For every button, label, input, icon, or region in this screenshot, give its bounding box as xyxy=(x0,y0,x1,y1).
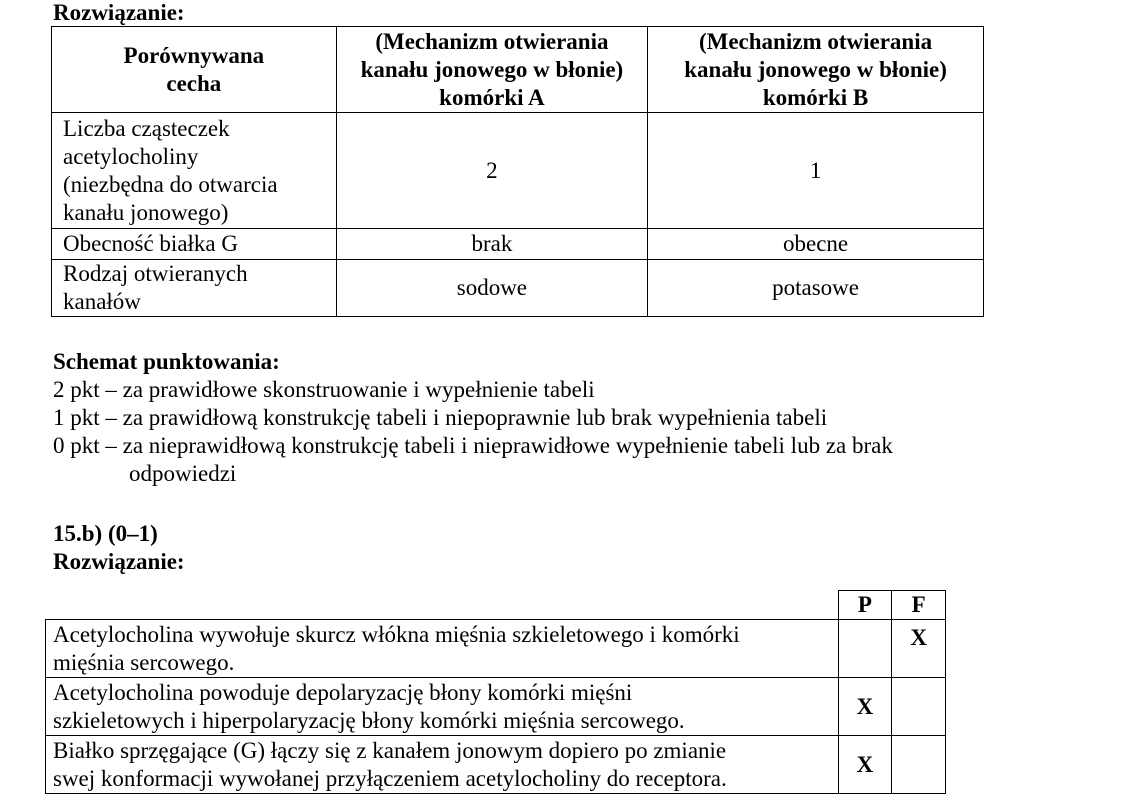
table-row xyxy=(52,229,984,260)
row-feature: Rodzaj otwieranych kanałów xyxy=(52,260,337,317)
mark-f xyxy=(892,678,946,736)
statement: Białko sprzęgające (G) łączy się z kanałem jonowym dopiero po zmianie swej konformacji wywołanej przyłączeniem acetylocholiny do receptora. xyxy=(46,736,839,794)
row-value-b: obecne xyxy=(648,229,984,260)
table-header-row xyxy=(52,27,984,113)
table-row xyxy=(46,678,946,736)
true-false-table xyxy=(45,590,946,794)
mark-p xyxy=(838,620,892,678)
row-feature: Liczba cząsteczek acetylocholiny (niezbędna do otwarcia kanału jonowego) xyxy=(52,113,337,229)
statement: Acetylocholina powoduje depolaryzację błony komórki mięśni szkieletowych i hiperpolaryzację błony komórki mięśnia sercowego. xyxy=(46,678,839,736)
table-row xyxy=(46,736,946,794)
row-feature: Obecność białka G xyxy=(52,229,337,260)
row-value-a: sodowe xyxy=(336,260,647,317)
mark-p: X xyxy=(838,678,892,736)
header-blank xyxy=(46,591,839,620)
header-cell-b: (Mechanizm otwierania kanału jonowego w błonie) komórki B xyxy=(648,27,984,113)
header-p: P xyxy=(838,591,892,620)
scoring-title: Schemat punktowania: xyxy=(53,349,280,374)
scoring-line-continuation: odpowiedzi xyxy=(129,461,237,486)
row-value-b: 1 xyxy=(648,113,984,229)
table-row xyxy=(52,260,984,317)
scoring-section xyxy=(53,348,893,488)
row-value-b: potasowe xyxy=(648,260,984,317)
scoring-line: 0 pkt – za nieprawidłową konstrukcję tabeli i nieprawidłowe wypełnienie tabeli lub za brak xyxy=(53,433,893,458)
mark-f xyxy=(892,736,946,794)
table-header-row xyxy=(46,591,946,620)
comparison-table xyxy=(51,26,984,317)
header-feature: Porównywana cecha xyxy=(52,27,337,113)
mark-f: X xyxy=(892,620,946,678)
mark-p: X xyxy=(838,736,892,794)
scoring-line: 2 pkt – za prawidłowe skonstruowanie i wypełnienie tabeli xyxy=(53,377,595,402)
header-f: F xyxy=(892,591,946,620)
row-value-a: 2 xyxy=(336,113,647,229)
table-row xyxy=(52,113,984,229)
solution-heading: Rozwiązanie: xyxy=(53,0,185,25)
solution-heading: Rozwiązanie: xyxy=(53,549,185,574)
row-value-a: brak xyxy=(336,229,647,260)
scoring-line: 1 pkt – za prawidłową konstrukcję tabeli i niepoprawnie lub brak wypełnienia tabeli xyxy=(53,405,828,430)
statement: Acetylocholina wywołuje skurcz włókna mięśnia szkieletowego i komórki mięśnia sercowego. xyxy=(46,620,839,678)
table-row xyxy=(46,620,946,678)
header-cell-a: (Mechanizm otwierania kanału jonowego w błonie) komórki A xyxy=(336,27,647,113)
task-number: 15.b) (0–1) xyxy=(53,521,158,546)
